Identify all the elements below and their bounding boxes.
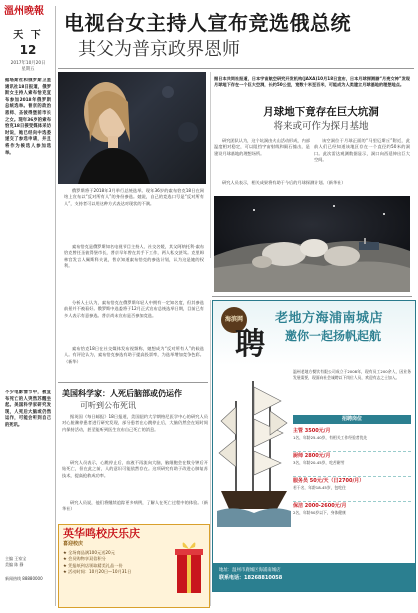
job-title: 保洁 [293, 503, 304, 509]
lead-body-2 [64, 244, 204, 296]
lead-title: 电视台女主持人宣布竞选俄总统 [64, 11, 351, 35]
editor-name: 王家宝 [14, 556, 27, 561]
portrait-illustration [58, 72, 206, 184]
science-title: 美国科学家：人死后脑部或仍运作 [62, 389, 182, 398]
promo-line: ★ 会员购物享双倍积分 [63, 556, 106, 562]
moon-subtitle: 将来或可作为探月基地 [273, 121, 369, 132]
recruitment-ad [212, 300, 416, 592]
science-subtitle: 可听到公布死讯 [80, 401, 136, 410]
science-paragraph-3: 研究人员说，他们将继续追踪更多病例，了解人在死亡过程中的体验。（新华社） [62, 500, 208, 512]
designer-line [5, 562, 51, 568]
promo-line: ★ 凭报纸到店领取精美礼品一份 [63, 562, 123, 568]
staff-credits [5, 556, 51, 582]
moon-section-rule [212, 296, 412, 297]
promo-subtitle: 喜迎校庆 [63, 541, 84, 547]
lead-body-3 [64, 300, 204, 342]
science-top-rule [58, 382, 208, 383]
hotline-value: 88880000 [22, 576, 43, 581]
column-divider-right [210, 300, 211, 606]
promo-ad [58, 524, 210, 608]
newspaper-logo: 溫州晚報 [4, 6, 44, 17]
lead-summary-text: 据塔斯社和俄罗斯卫星通讯社18日报道，俄罗斯女主持人索布恰克宣布参加2018年俄罗斯总统选举。普京的政治恩师、圣彼得堡前市长之女。现年36岁的索布恰克18日接受媒体采访时说，她已经向中选委递交了参选申请，并且将作为候选人参加选举。 [5, 78, 51, 156]
ad-address: 地址：温州市鹿城区海浦南城店 [219, 568, 281, 573]
promo-line: ★ 全场商品满100元送20元 [63, 550, 115, 555]
ad-headline-2: 邀你一起扬帆起航 [285, 329, 382, 343]
page-number: 12 [19, 43, 37, 57]
ad-header-band [213, 301, 415, 365]
ad-phone: 联系电话：18268810058 [219, 575, 283, 581]
hotline-label: 新闻热线 [5, 576, 21, 581]
science-summary [5, 390, 51, 456]
masthead [4, 6, 52, 72]
job-salary: 2800元/月 [304, 453, 331, 459]
lead-body-4 [64, 346, 204, 378]
job-row [293, 452, 411, 477]
promo-title: 英华鸣校庆乐庆 [63, 527, 140, 540]
job-row [293, 477, 411, 502]
science-summary-text: 不少电影情节中，被宣布死亡的人突然苏醒坐起。美国科学家研究发现，人死后大脑或仍然运作，可能会听到自己的死讯。 [5, 390, 51, 428]
moon-base-image [214, 196, 410, 292]
promo-line: ★ 活动时间：10月20日—10月31日 [63, 568, 132, 574]
section-name: 天 下 [13, 30, 43, 41]
ad-footer-band [213, 563, 415, 591]
ad-intro [293, 369, 411, 413]
ad-headline-1: 老地方海浦南城店 [275, 311, 384, 326]
designer-label: 美编 [5, 562, 13, 567]
lead-paragraph-2: 索布恰克是俄罗斯知名电视节目主持人、社交名媛，其父阿纳托利·索布恰克曾任圣彼得堡市长，普京早年曾在其手下工作，两人私交甚笃。克里姆林宫发言人佩斯科夫说，普京知道索布恰克的参选计划，认为这是她的权利。 [64, 244, 204, 269]
sailing-ship-icon [217, 371, 291, 527]
date-line: 2017年10月20日 [10, 61, 46, 66]
designer-name: 陈 静 [14, 562, 24, 567]
job-salary: 3500元/月 [304, 428, 331, 434]
job-salary: 2000-2600元/月 [304, 503, 347, 509]
moon-title: 月球地下竟存在巨大坑洞 [263, 106, 379, 118]
science-body-3 [62, 500, 208, 520]
lead-paragraph-1: 俄罗斯将于2018年3月举行总统选举。现年36岁的索布恰克18日在网络上宣布以“反对所有人”的身份参选。她说，自己的竞选口号是“反对所有人”，支持者可以用这种方式表达对现状的不满。 [64, 188, 204, 206]
ad-brand-logo: 海滨网 [221, 307, 247, 333]
ad-intro-text: 温州老地方餐饮有限公司成立于2008年，现有员工200余人，因业务发展需要，现面向社会诚聘以下岗位人员，欢迎有志之士加入。 [293, 369, 411, 380]
job-row [293, 427, 411, 452]
headline-rule [58, 68, 414, 69]
science-paragraph-1: 据英国《每日邮报》18日报道，美国纽约大学朗格尼医学中心的研究人员对心脏骤停患者进行研究发现，部分患者在心跳停止后，大脑仍然会在短时间内保持活动，甚至能听到医生宣布自己死亡的消息。 [62, 414, 208, 432]
editor-label: 主编 [5, 556, 13, 561]
lead-subtitle: 其父为普京政界恩师 [78, 39, 240, 60]
science-paragraph-2: 研究人员表示，心跳停止后，血液不再流向大脑，脑细胞会在数分钟后开始死亡，但在此之前，人的意识可能依然存在。这项研究有助于改进心肺复苏技术，提高抢救成功率。 [62, 460, 208, 478]
moon-paragraph-2: 该空洞位于月球正面的“马里厄斯丘”附近，此前人们已经知道该地区存在一个直径约50米的洞口。此次雷达观测数据显示，洞口向西延伸出巨大空间。 [314, 138, 410, 163]
weekday: 星期五 [21, 67, 35, 72]
gift-box-icon [173, 533, 205, 599]
job-title: 服务员 [293, 478, 309, 484]
moon-intro [214, 76, 410, 102]
lead-paragraph-4: 索布恰克18日在社交媒体发布视频称，她想成为“反对所有人”的候选人。有评论认为，索布恰克参选有助于提高投票率，为选举增加竞争色彩。（新华） [64, 346, 204, 364]
science-body-1 [62, 414, 208, 458]
moon-base-illustration [214, 196, 410, 292]
hotline-line [5, 576, 51, 582]
job-salary: 50元/天（日2700/月） [309, 478, 365, 484]
ad-hero-char: 聘 [235, 327, 265, 362]
lead-photo [58, 72, 206, 184]
lead-paragraph-3: 分析人士认为，索布恰克在俄罗斯年轻人中拥有一定知名度，但其参选前景并不被看好。俄罗斯中选委将于12月正式宣布总统选举日期，目前已有多人表示有意参选。普京尚未宣布是否参加竞选。 [64, 300, 204, 318]
job-row [293, 502, 411, 526]
ad-section-label: 招聘岗位 [293, 415, 411, 424]
lead-summary [5, 78, 51, 160]
job-detail: 若干名，年龄18-45岁，包吃住 [293, 485, 346, 490]
lead-body-1 [64, 188, 204, 240]
job-detail: 2名，年龄50岁以下，身体健康 [293, 510, 346, 515]
moon-body-2 [314, 138, 410, 178]
moon-paragraph-1: 研究团队认为，这个坑洞由火山活动形成，内部温度相对稳定，可以阻挡宇宙射线和陨石撞击，是建设月球基地的理想场所。 [214, 138, 310, 156]
moon-body-1 [214, 138, 310, 178]
ship-illustration [217, 371, 291, 527]
moon-paragraph-3: 研究人员表示，相关成果将有助于今后的月球探测计划。（新华社） [222, 180, 346, 185]
job-detail: 3名，年龄20-45岁，吃苦耐劳 [293, 460, 345, 465]
promo-lines [63, 550, 171, 575]
job-list [293, 427, 411, 526]
promo-product-image [173, 533, 205, 599]
column-divider-mid [210, 72, 211, 258]
moon-intro-text: 据日本共同社报道，日本宇宙航空研究开发机构(JAXA)10月18日宣布，日本月球探测器“月亮女神”发现月球地下存在一个巨大空洞，长约50公里，宽数十米至百米，可能成为人类建立月球基地的理想地点。 [214, 76, 410, 88]
column-divider-left [55, 6, 56, 606]
science-body-2 [62, 460, 208, 498]
moon-body-3 [214, 180, 410, 193]
job-title: 厨师 [293, 453, 304, 459]
job-title: 主管 [293, 428, 304, 434]
job-detail: 1名，年龄25-40岁，有相关工作经验者优先 [293, 435, 368, 440]
